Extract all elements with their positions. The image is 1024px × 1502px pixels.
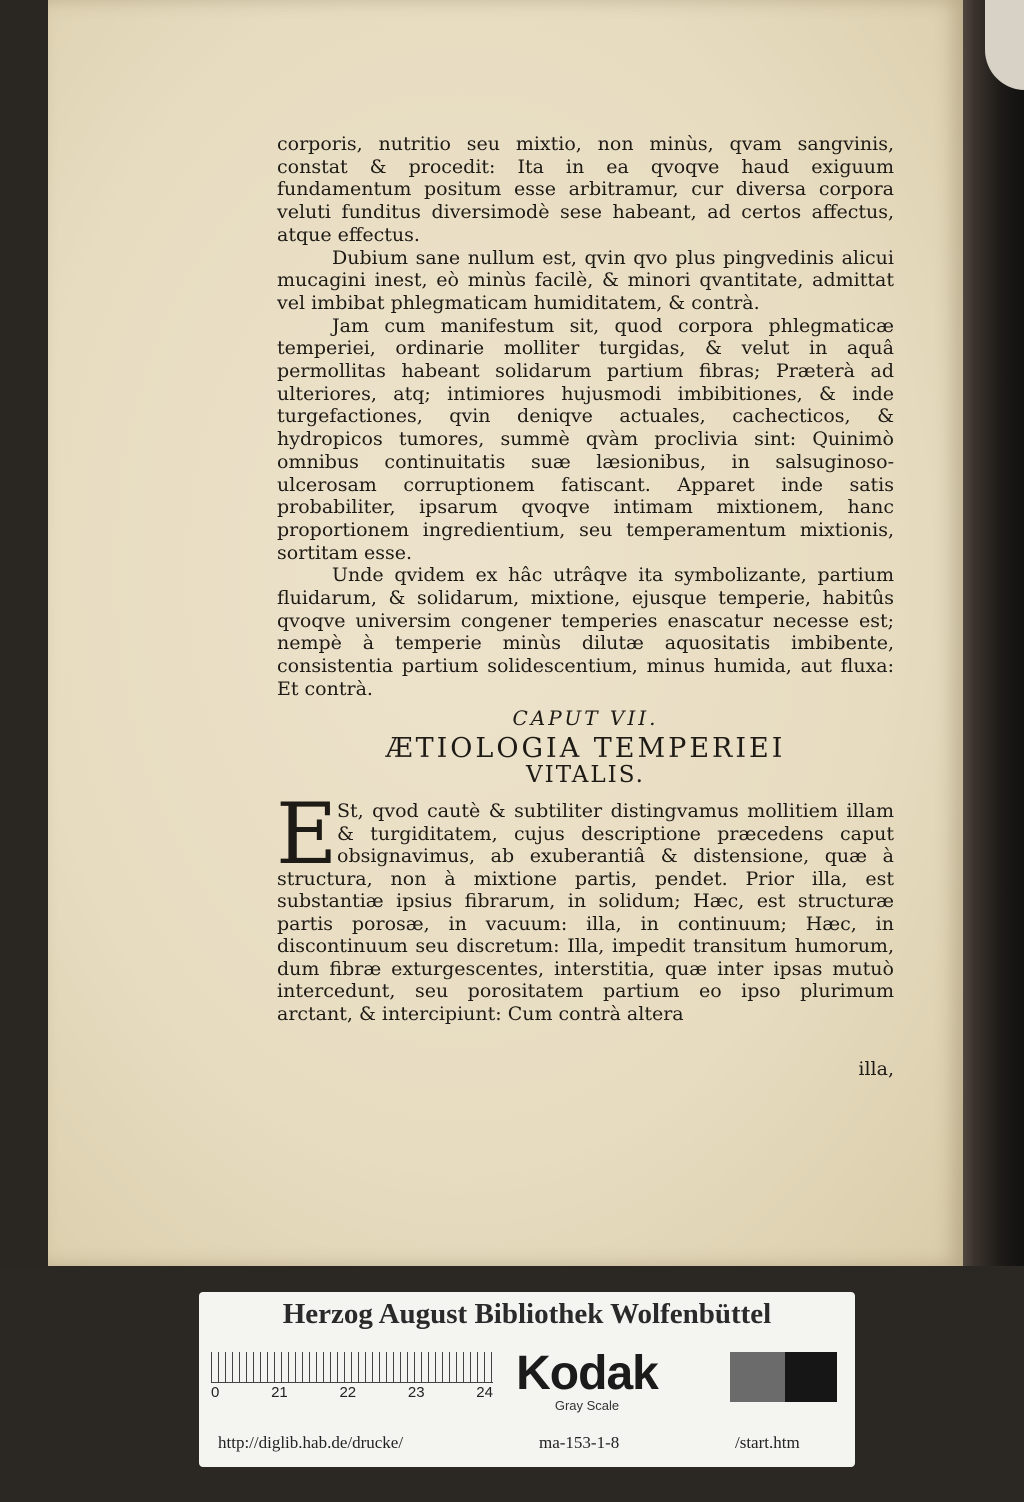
- ruler-numbers: [211, 1384, 493, 1401]
- card-start-link: /start.htm: [735, 1433, 800, 1452]
- scale-ruler: [211, 1352, 493, 1383]
- ruler-number: 24: [476, 1384, 493, 1401]
- paragraph-1: corporis, nutritio seu mixtio, non minùs, qvam sangvinis, constat & procedit: Ita in ea qvoqve haud exiguum fundamentum positum esse arbitramur, cur diversa corpora veluti funditus diversimodè sese habeant, ad certos affectus, atque effectus.: [277, 133, 894, 246]
- kodak-logo: Kodak: [516, 1347, 658, 1400]
- gray-swatch: [730, 1352, 785, 1402]
- ruler-number: 0: [211, 1384, 220, 1401]
- paragraph-4: Unde qvidem ex hâc utrâqve ita symbolizante, partium fluidarum, & solidarum, mixtione, ejusque temperie, habitûs qvoqve universim congener temperies enascatur necesse est; nempè à temperie minùs dilutæ aquositatis imbibente, consistentia partium solidescentium, minus humida, aut fluxa: Et contrà.: [277, 564, 894, 700]
- catchword: illa,: [858, 1058, 894, 1080]
- library-title: Herzog August Bibliothek Wolfenbüttel: [282, 1298, 772, 1330]
- body-text: [277, 133, 894, 701]
- card-url: http://diglib.hab.de/drucke/: [218, 1433, 404, 1452]
- gray-scale-label: Gray Scale: [554, 1398, 620, 1413]
- ruler-number: 22: [339, 1384, 357, 1401]
- ruler-number: 21: [271, 1384, 288, 1401]
- paragraph-3: Jam cum manifestum sit, quod corpora phlegmaticæ temperiei, ordinarie molliter turgidas, & velut in aquâ permollitas habeant solidarum partium fibras; Præterà ad ulteriores, atq; intimiores hujusmodi imbibitiones, & inde turgefactiones, qvin deniqve actuales, cachecticos, & hydropicos tumores, summè qvàm proclivia sint: Quinimò omnibus continuitatis suæ læsionibus, in salsuginoso-ulcerosam corruptionem fatiscant. Apparet inde satis probabiliter, ipsarum qvoqve intimam mixtionem, hanc proportionem ingredientium, seu temperamentum mixtionis, sortitam esse.: [277, 314, 894, 564]
- drop-cap: E: [276, 785, 338, 883]
- card-shelfmark: ma-153-1-8: [539, 1433, 620, 1452]
- library-color-card: [199, 1292, 855, 1467]
- paragraph-2: Dubium sane nullum est, qvin qvo plus pingvedinis alicui mucagini inest, eò minùs facilè, & minori qvantitate, admittat vel imbibat phlegmaticam humiditatem, & contrà.: [277, 246, 894, 314]
- ruler-number: 23: [407, 1384, 425, 1401]
- chapter-title: ÆTIOLOGIA TEMPERIEI: [385, 733, 786, 764]
- chapter-body-text: St, qvod cautè & subtiliter distingvamus mollitiem illam & turgiditatem, cujus descriptione præcedens caput obsignavimus, ab exuberantiâ & distensione, quæ à structura, non à mixtione partis, pendet. Prior illa, est substantiæ ipsius fibrarum, in solidum; Hæc, est structuræ partis porosæ, in vacuum: illa, in continuum; Hæc, in discontinuum seu discretum: Illa, impedit transitum humorum, dum fibræ exturgescentes, interstitia, quæ inter ipsas mutuò intercedunt, seu porositatem partium eo ipso plurimum arctant, & intercipiunt: Cum contrà altera: [277, 800, 894, 1025]
- black-swatch: [785, 1352, 837, 1402]
- chapter-body: [277, 800, 894, 1025]
- chapter-number: CAPUT VII.: [512, 706, 659, 730]
- chapter-subtitle: VITALIS.: [526, 762, 645, 788]
